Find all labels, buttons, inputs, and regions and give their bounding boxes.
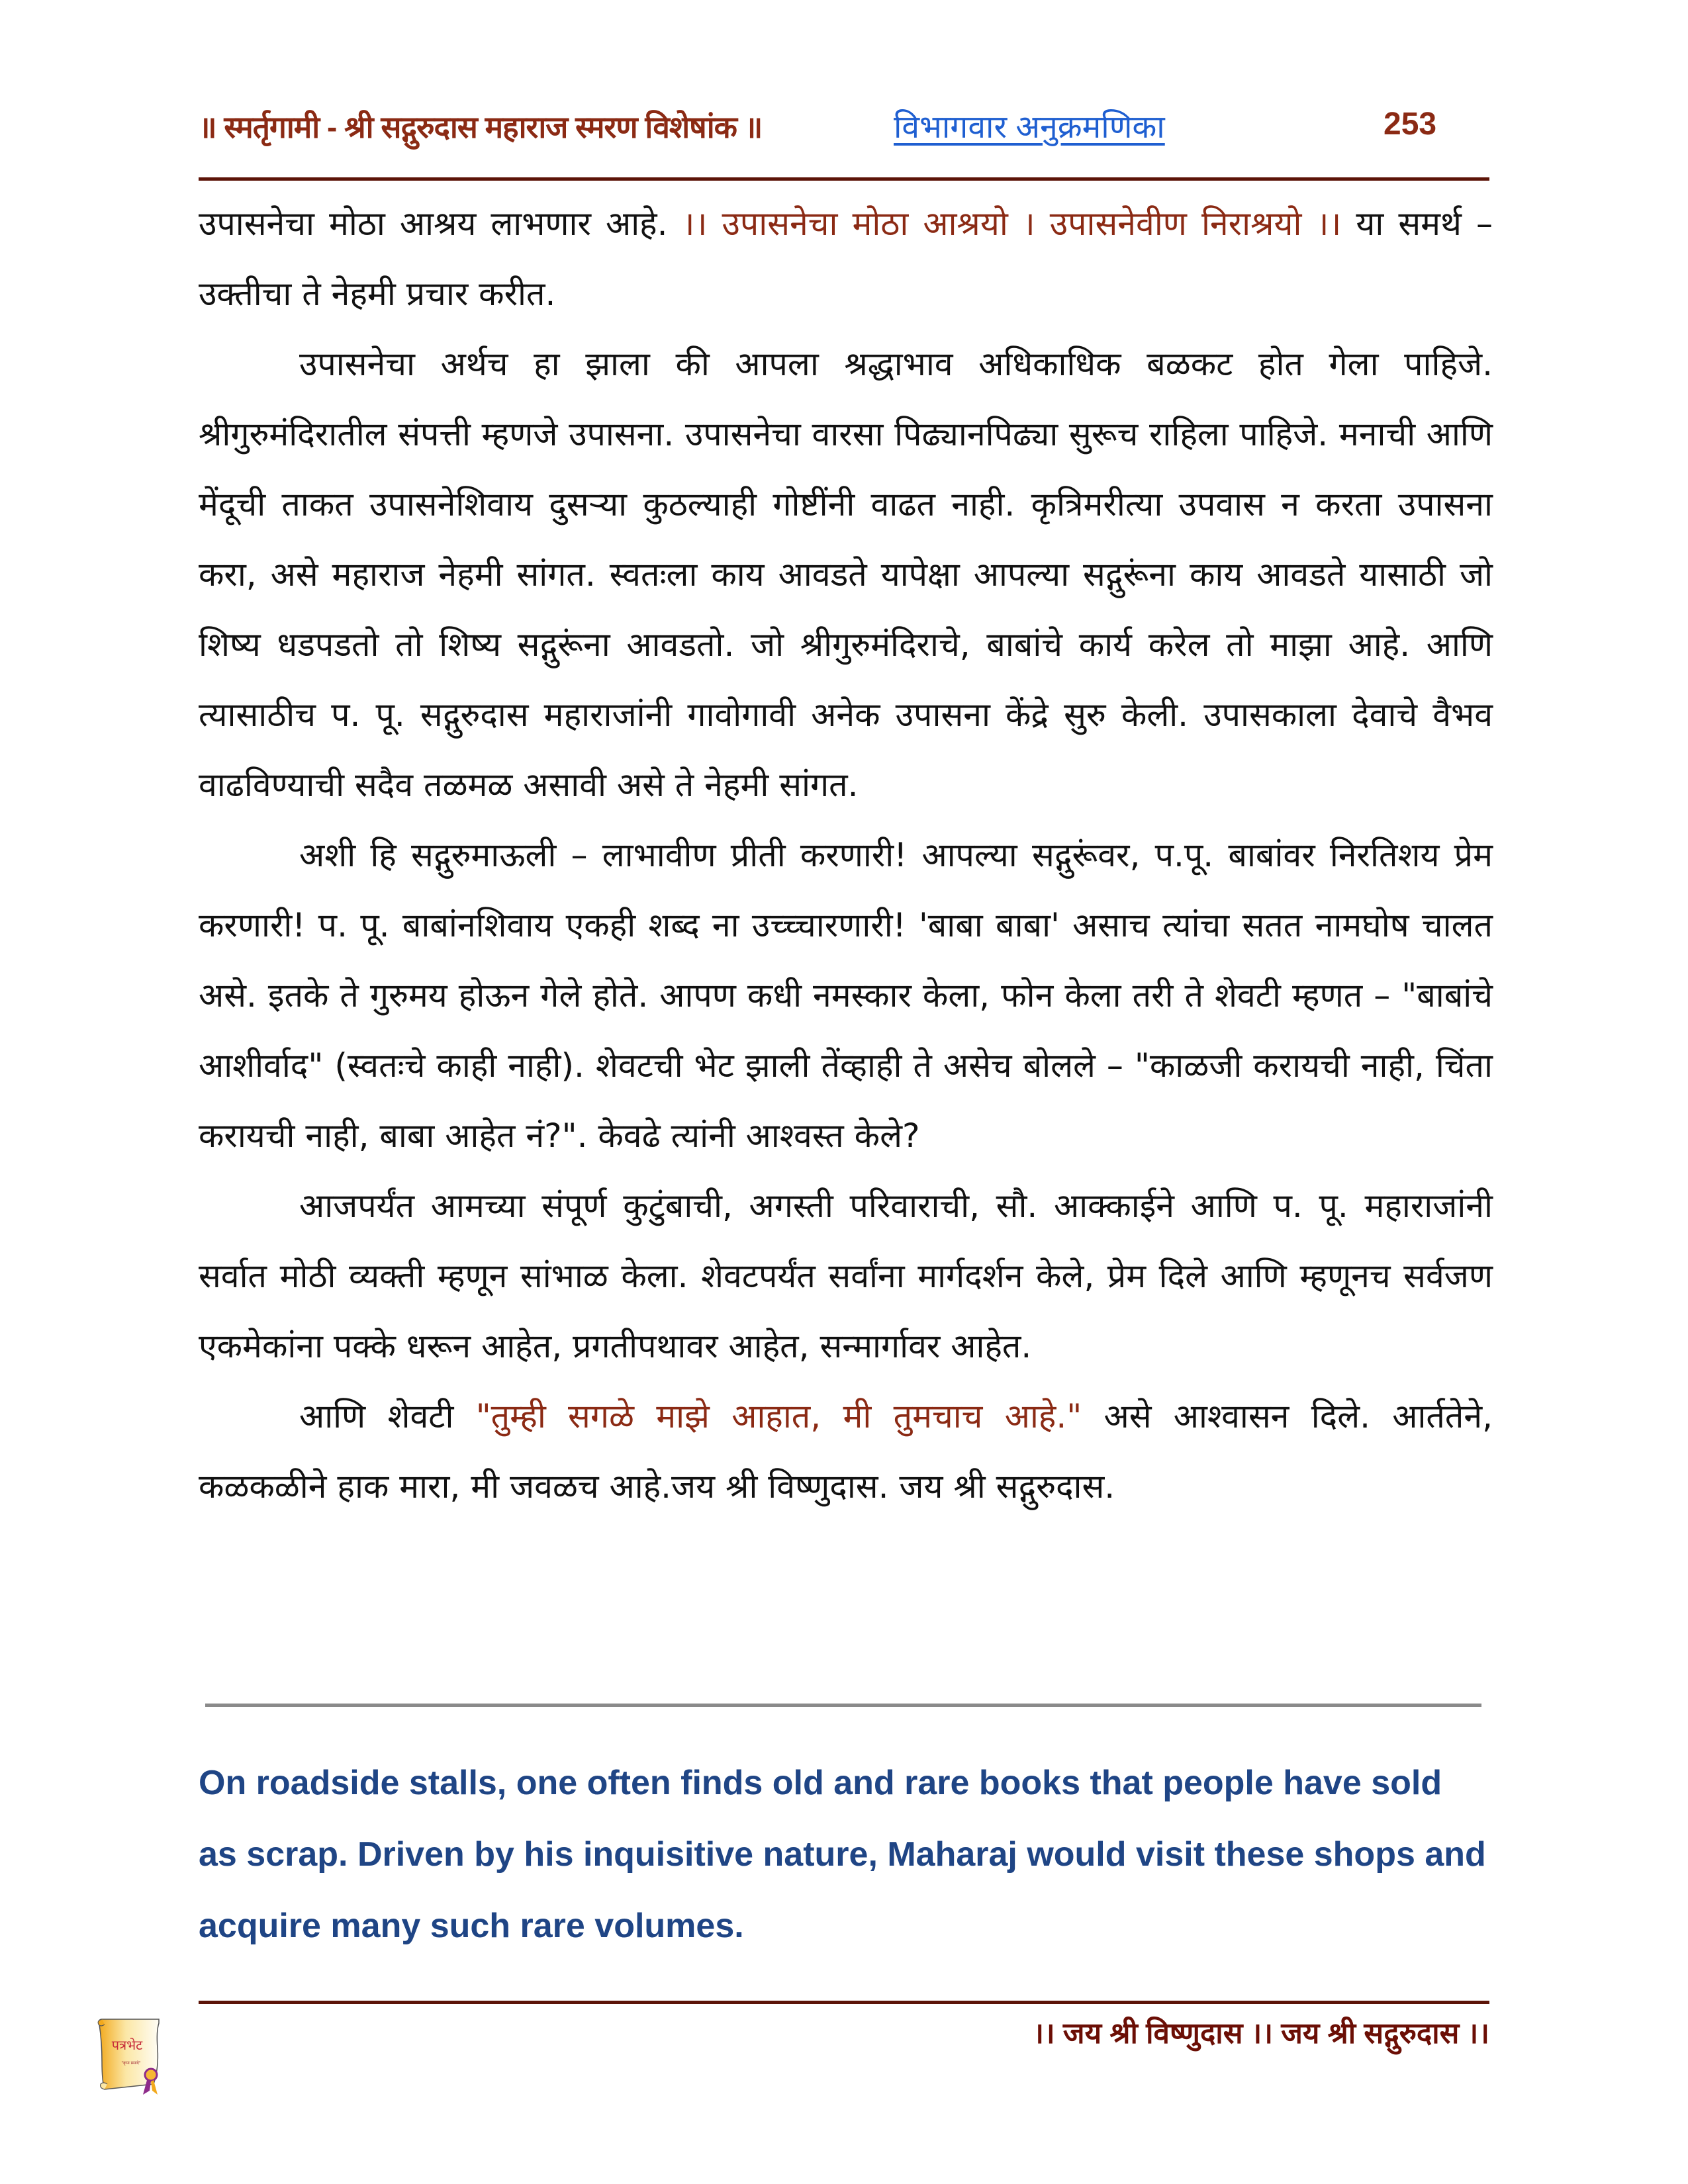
paragraph-2: उपासनेचा अर्थच हा झाला की आपला श्रद्धाभाव अधिकाधिक बळकट होत गेला पाहिजे. श्रीगुरुमंदिरातील संपत्ती म्हणजे उपासना. उपासनेचा वारसा पिढ्यानपिढ्या सुरूच राहिला पाहिजे. मनाची आणि मेंदूची ताकत उपासनेशिवाय दुसऱ्या कुठल्याही गोष्टींनी वाढत नाही. कृत्रिमरीत्या उपवास न करता उपासना करा, असे महाराज नेहमी सांगत. स्वतःला काय आवडते यापेक्षा आपल्या सद्गुरूंना काय आवडते यासाठी जो शिष्य धडपडतो तो शिष्य सद्गुरूंना आवडतो. जो श्रीगुरुमंदिराचे, बाबांचे कार्य करेल तो माझा आहे. आणि त्यासाठीच प. पू. सद्गुरुदास महाराजांनी गावोगावी अनेक उपासना केंद्रे सुरु केली. उपासकाला देवाचे वैभव वाढविण्याची सदैव तळमळ असावी असे ते नेहमी सांगत.: [199, 345, 1493, 804]
svg-text:पत्रभेट: पत्रभेट: [111, 2037, 143, 2053]
footer-salutation: ।। जय श्री विष्णुदास ।। जय श्री सद्गुरुदास ।।: [1033, 2017, 1489, 2050]
paragraph-5-text-b: असे आश्वासन दिले. आर्ततेने, कळकळीने हाक मारा, मी जवळच आहे.जय श्री विष्णुदास. जय श्री सद्गुरुदास.: [199, 1397, 1493, 1506]
footer-rule: [199, 2001, 1489, 2004]
section-divider: [205, 1704, 1481, 1707]
paragraph-1: [199, 189, 1493, 329]
patrabhet-logo: [93, 2015, 165, 2101]
page-header: [199, 99, 1489, 159]
paragraph-1-text-b: या समर्थ – उक्तीचा ते नेहमी प्रचार करीत.: [199, 205, 1493, 313]
final-quote: "तुम्ही सगळे माझे आहात, मी तुमचाच आहे.": [475, 1397, 1082, 1435]
samarth-quote: ।। उपासनेचा मोठा आश्रयो । उपासनेवीण निराश्रयो ।।: [682, 205, 1342, 243]
paragraph-5: [199, 1381, 1493, 1522]
svg-text:"कृपा प्रसादे": "कृपा प्रसादे": [121, 2061, 141, 2066]
paragraph-3: अशी हि सद्गुरुमाऊली – लाभावीण प्रीती करणारी! आपल्या सद्गुरूंवर, प.पू. बाबांवर निरतिशय प्रेम करणारी! प. पू. बाबांनशिवाय एकही शब्द ना उच्च्चारणारी! 'बाबा बाबा' असाच त्यांचा सतत नामघोष चालत असे. इतके ते गुरुमय होऊन गेले होते. आपण कधी नमस्कार केला, फोन केला तरी ते शेवटी म्हणत – "बाबांचे आशीर्वाद" (स्वतःचे काही नाही). शेवटची भेट झाली तेंव्हाही ते असेच बोलले – "काळजी करायची नाही, चिंता करायची नाही, बाबा आहेत नं?". केवढे त्यांनी आश्वस्त केले?: [199, 836, 1493, 1155]
page-number: 253: [1383, 107, 1437, 142]
scroll-icon: [93, 2015, 165, 2101]
paragraph-5-text-a: आणि शेवटी: [299, 1397, 476, 1435]
header-rule: [199, 177, 1489, 181]
article-body: [199, 189, 1493, 1522]
publication-title: ॥ स्मर्तृगामी - श्री सद्गुरुदास महाराज स्मरण विशेषांक ॥: [199, 110, 763, 144]
section-index-link[interactable]: विभागवार अनुक्रमणिका: [894, 110, 1165, 145]
paragraph-1-text-a: उपासनेचा मोठा आश्रय लाभणार आहे.: [199, 205, 682, 243]
english-summary: On roadside stalls, one often finds old and rare books that people have sold as scrap. Driven by his inquisitive nature, Maharaj would visit these shops and acquire many such rare volumes.: [199, 1764, 1486, 1945]
paragraph-4: आजपर्यंत आमच्या संपूर्ण कुटुंबाची, अगस्ती परिवाराची, सौ. आक्काईने आणि प. पू. महाराजांनी सर्वात मोठी व्यक्ती म्हणून सांभाळ केला. शेवटपर्यंत सर्वांना मार्गदर्शन केले, प्रेम दिले आणि म्हणूनच सर्वजण एकमेकांना पक्के धरून आहेत, प्रगतीपथावर आहेत, सन्मार्गावर आहेत.: [199, 1187, 1493, 1365]
